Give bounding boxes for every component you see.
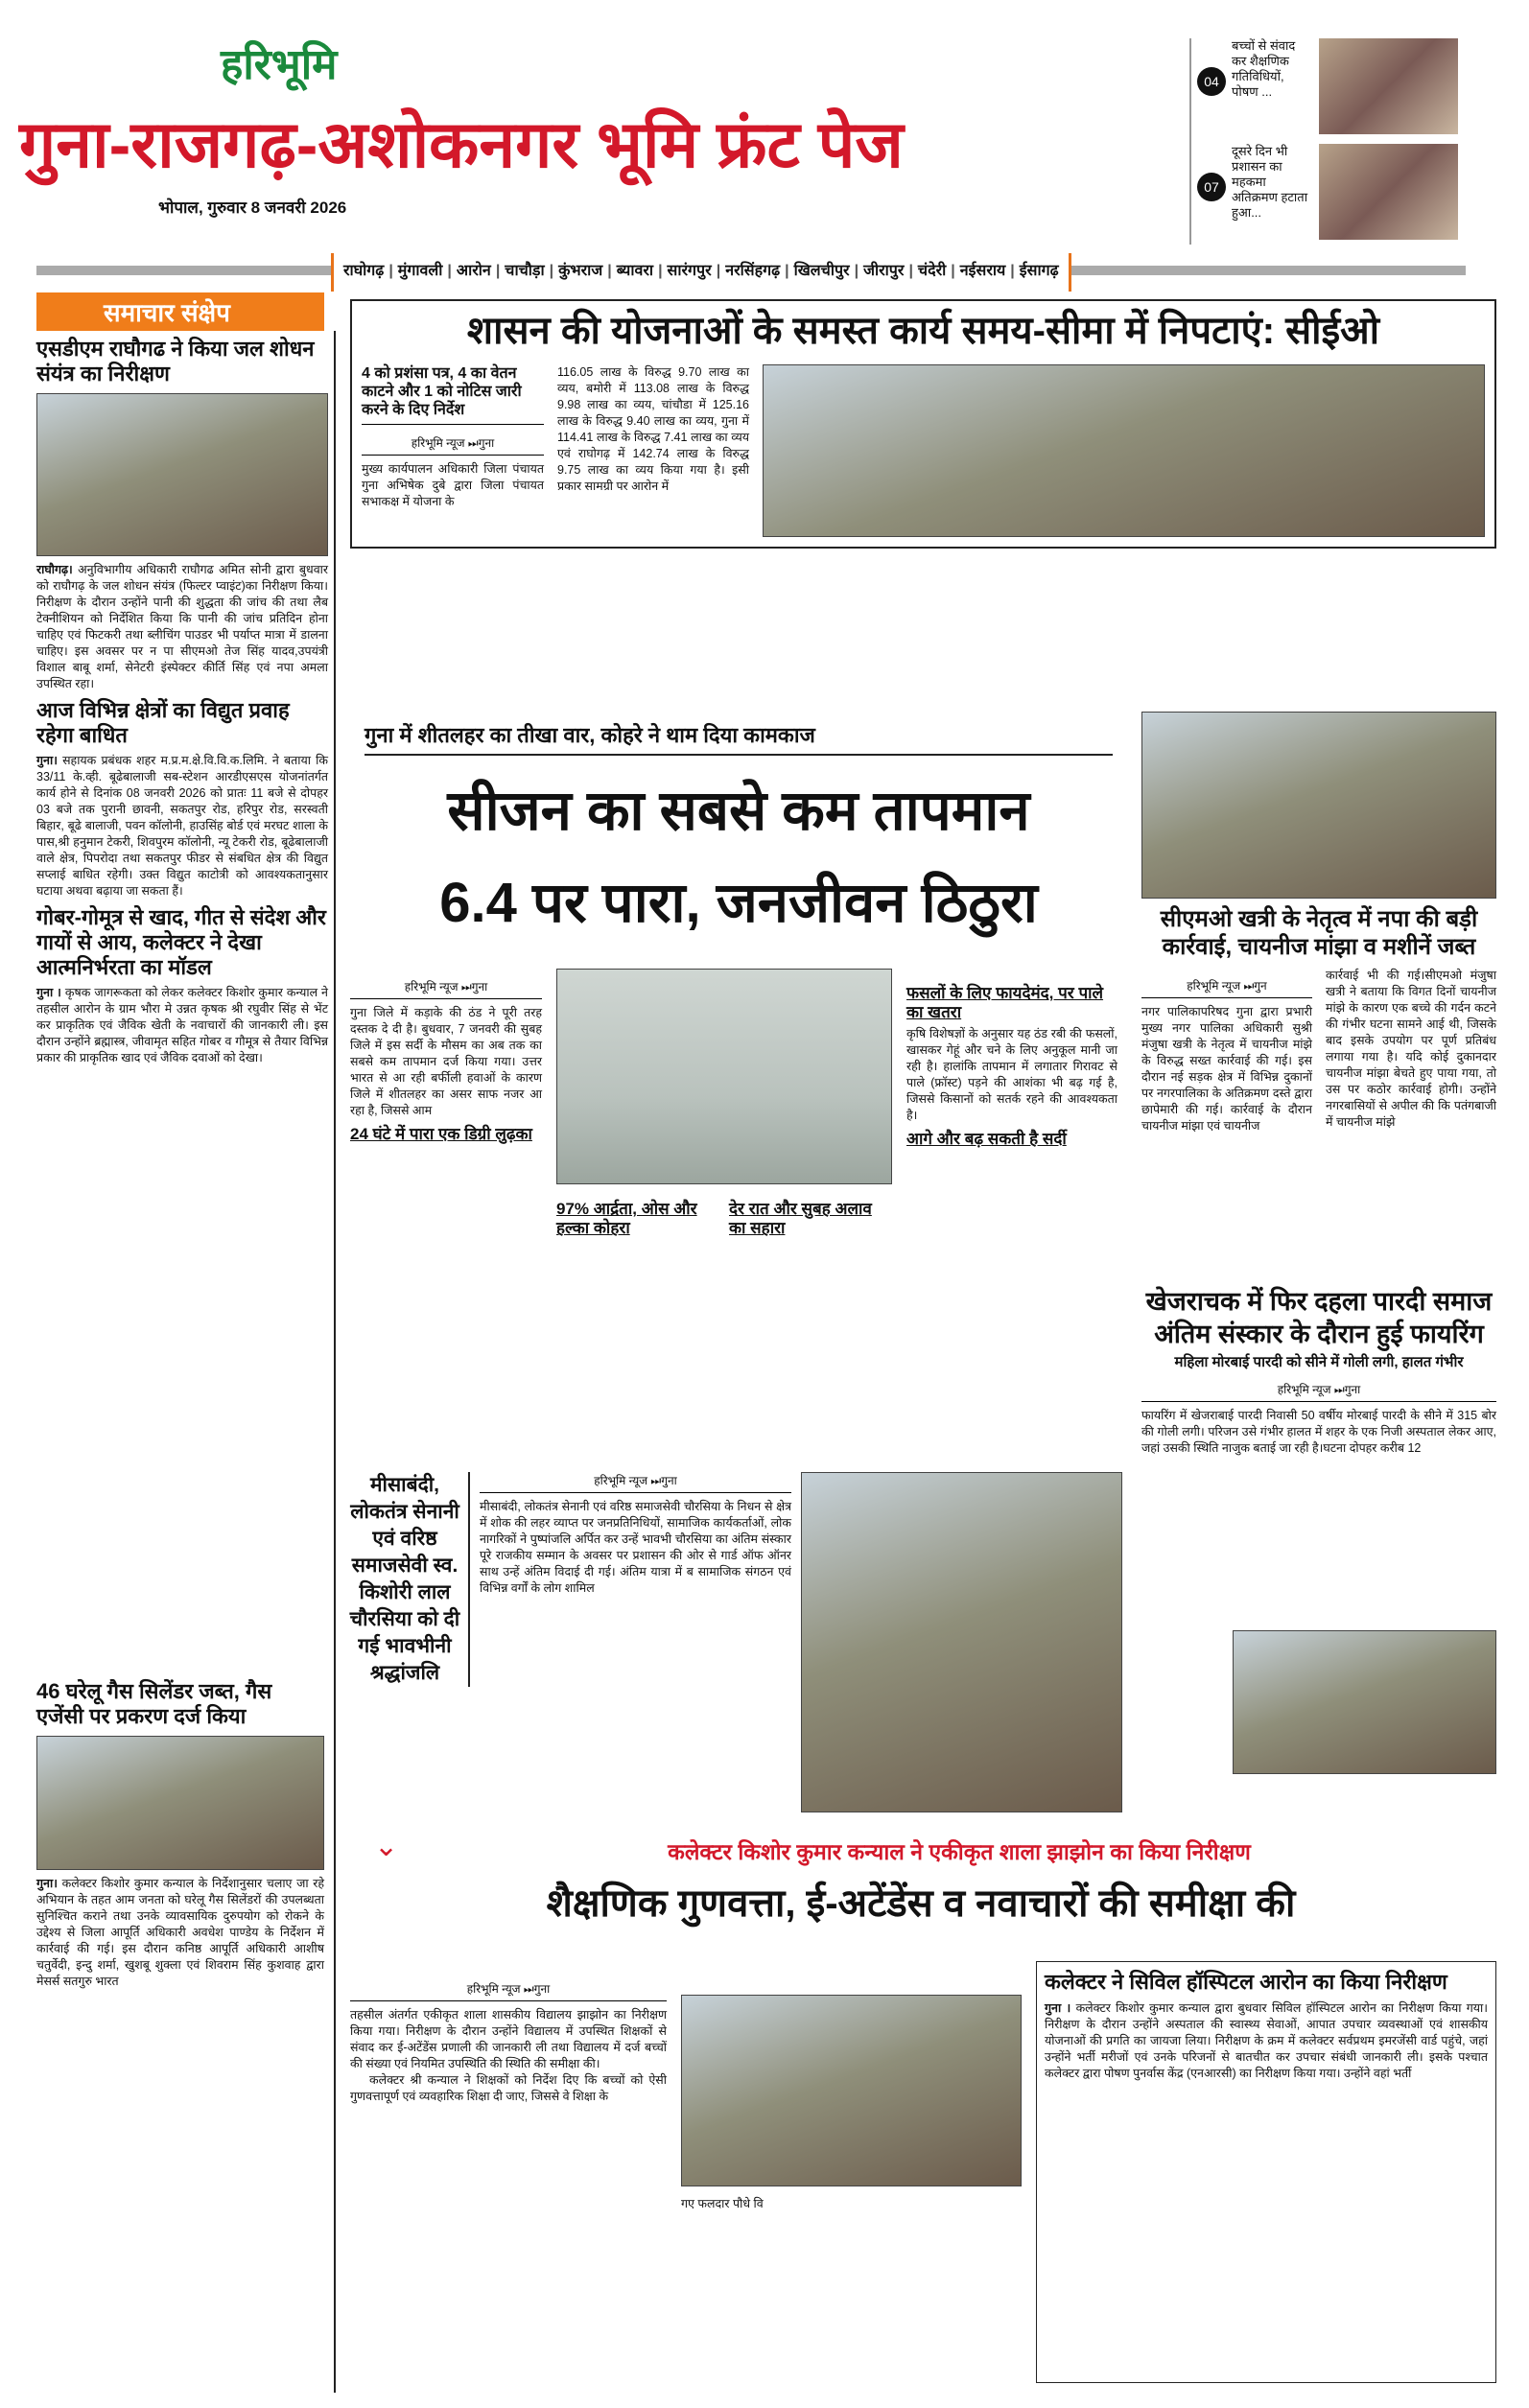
manjha-story	[1141, 906, 1496, 1134]
page-number-badge: 04	[1197, 67, 1226, 96]
teaser-photo	[1319, 144, 1458, 240]
hospital-patient-photo	[1233, 1630, 1496, 1774]
school-visit-photo	[681, 1995, 1022, 2186]
brief-headline: एसडीएम राघौगढ ने किया जल शोधन संयंत्र का निरीक्षण	[36, 337, 315, 386]
brief-body	[36, 753, 328, 900]
location-link[interactable]: | चंदेरी	[904, 263, 946, 279]
brief-text: कलेक्टर किशोर कुमार कन्याल के निर्देशानुसार चलाए जा रहे अभियान के तहत आम जनता को घरेलू गैस सिलेंडरों की उपलब्धता सुनिश्चित कराने तथा उनके व्यावसायिक दुरुपयोग को रोकने के उद्देश्य से जिला आपूर्ति अधिकारी अवधेश पाण्डेय के निर्देशन में कार्रवाई की गई। इस दौरान कनिष्ठ आपूर्ति अधिकारी आशीष चतुर्वेदी, इन्दु शर्मा, खुशबू शुक्ला एवं शिवराम सिंह कुशवाह द्वारा मेसर्स सतगुरु भारत	[36, 1876, 324, 1988]
brief-text: कृषक जागरूकता को लेकर कलेक्टर किशोर कुमार कन्याल ने तहसील आरोन के ग्राम भौरा मे उन्नत कृषक श्री रघुवीर सिंह से भेंट कर प्राकृतिक एवं जैविक खेती के नवाचारों की जानकारी ली। इस दौरान उन्होंने ब्रह्मास्त्र, जीवामृत सहित गोबर व गौमूत्र से तैयार विभिन्न प्रकार की प्राकृतिक खाद एवं जैविक दवाओं को देखा।	[36, 985, 328, 1064]
byline: हरिभूमि न्यूज ⏭गुना	[362, 431, 544, 456]
manjha-seizure-photo	[1141, 712, 1496, 899]
brief-body	[36, 985, 328, 1066]
coldwave-col-2	[556, 1194, 715, 1242]
brief-body	[36, 1876, 324, 1990]
funeral-photos	[801, 1472, 1122, 1812]
lead-subhead: 4 को प्रशंसा पत्र, 4 का वेतन काटने और 1 को नोटिस जारी करने के दिए निर्देश	[362, 364, 544, 425]
manjha-headline: सीएमओ खत्री के नेतृत्व में नपा की बड़ी कार्रवाई, चायनीज मांझा व मशीनें जब्त	[1160, 906, 1478, 960]
byline: हरिभूमि न्यूज ⏭गुना	[1141, 1377, 1496, 1402]
section-tab-news-brief: समाचार संक्षेप	[36, 292, 324, 331]
brief-headline: आज विभिन्न क्षेत्रों का विद्युत प्रवाह रहेगा बाधित	[36, 697, 290, 748]
school-text: कलेक्टर श्री कन्याल ने शिक्षकों को निर्देश दिए कि बच्चों को ऐसी गुणवत्तापूर्ण एवं व्यवहारिक शिक्षा दी जाए, जिससे वे शिक्षा के	[350, 2073, 667, 2103]
dateline: राघौगढ़।	[36, 562, 73, 576]
tribute-headline: मीसाबंदी, लोकतंत्र सेनानी एवं वरिष्ठ समाजसेवी स्व. किशोरी लाल चौरसिया को दी गई भावभीनी श्रद्धांजलि	[347, 1472, 470, 1687]
coldwave-col-4	[906, 978, 1117, 1152]
newspaper-logo: हरिभूमि	[221, 41, 338, 88]
coldwave-col-1	[350, 969, 542, 1147]
manjha-text: नगर पालिकापरिषद गुना द्वारा प्रभारी मुख्य नगर पालिका अधिकारी सुश्री मंजुषा खत्री के नेतृत्व में चायनीज मांझे के विरुद्ध सख्त कार्रवाई की गई। इस दौरान नई सड़क क्षेत्र में विभिन्न दुकानों पर नगरपालिका के अतिक्रमण दस्ते द्वारा छापेमारी की गई। कार्रवाई के दौरान चायनीज मांझा एवं चायनीज	[1141, 1004, 1312, 1133]
tribute-text: मीसाबंदी, लोकतंत्र सेनानी एवं वरिष्ठ समाजसेवी चौरसिया के निधन से क्षेत्र में शोक की लहर व्याप्त पर जनप्रतिनिधियों, सामाजिक कार्यकर्ताओं, लोक नागरिकों ने पुष्पांजलि अर्पित कर उन्हें भावभी चौरसिया का अंतिम संस्कार पूरे राजकीय सम्मान के अवसर पर प्रशासन की ओर से गार्ड ऑफ ऑनर साथ उन्हें अंतिम विदाई दी गई। अंतिम यात्रा में ब सामाजिक संगठन एवं विभिन्न वर्गों के लोग शामिल	[480, 1500, 791, 1595]
coldwave-kicker: गुना में शीतलहर का तीखा वार, कोहरे ने थाम दिया कामकाज	[365, 721, 1113, 756]
page-number-badge: 07	[1197, 173, 1226, 201]
location-link[interactable]: | नरसिंहगढ़	[712, 263, 780, 279]
brief-headline: 46 घरेलू गैस सिलेंडर जब्त, गैस एजेंसी पर प्रकरण दर्ज किया	[36, 1679, 272, 1729]
dateline: गुना ।	[1045, 2001, 1071, 2016]
location-link[interactable]: | जीरापुर	[850, 263, 905, 279]
location-link[interactable]: | नईसराय	[946, 263, 1005, 279]
hospital-story	[1036, 1961, 1496, 2383]
fog-road-photo	[556, 969, 892, 1184]
school-subhead: कलेक्टर किशोर कुमार कन्याल ने एकीकृत शाला झाझोन का किया निरीक्षण	[668, 1839, 1251, 1864]
school-headline: शैक्षणिक गुणवत्ता, ई-अटेंडेंस व नवाचारों की समीक्षा की	[546, 1882, 1296, 1925]
teaser-divider	[1189, 38, 1191, 245]
coldwave-col-3	[729, 1194, 892, 1242]
brief-body	[36, 562, 328, 692]
dateline: गुना।	[36, 1876, 58, 1890]
section-heading: फसलों के लिए फायदेमंद, पर पाले का खतरा	[906, 984, 1104, 1022]
firing-headline: खेजराचक में फिर दहला पारदी समाज अंतिम संस्कार के दौरान हुई फायरिंग	[1145, 1287, 1493, 1348]
school-text: तहसील अंतर्गत एकीकृत शाला शासकीय विद्यालय झाझोन का निरीक्षण किया गया। निरीक्षण के दौरान उन्होंने विद्यालय में उपस्थित शिक्षकों से संवाद कर ई-अटेंडेंस प्रणाली की जानकारी ली तथा विद्यालय में दर्ज बच्चों की संख्या एवं नियमित उपस्थिति की स्थिति की समीक्षा की।	[350, 2008, 667, 2070]
brief-text: सहायक प्रबंधक शहर म.प्र.म.क्षे.वि.वि.क.लिमि. ने बताया कि 33/11 के.व्ही. बूढेबालाजी सब-स्टेशन आरडीएसएस योजनांतर्गत कार्य होने से दिनांक 08 जनवरी 2026 को प्रातः 11 बजे से दोपहर 03 बजे तक पुरानी छावनी, सकतपुर रोड, हरिपुर रोड, सरस्वती बिहार, बूढे बालाजी, पवन कॉलोनी, हाउसिंह बोर्ड एवं मरघट शाला के पास,श्री हनुमान टेकरी, शिवपुरम कॉलोनी, न्यू टेकरी रोड, बूढेबालाजी वाले क्षेत्र, पिपरोदा तथा सकतपुर फीडर से संबधित क्षेत्र की विद्युत सप्लाई बाधित रहेगी। उक्त विद्युत काटोत्री को आवश्यकतानुसार घटाया अथवा बढ़ाया जा सकता हैं।	[36, 753, 328, 898]
byline: हरिभूमि न्यूज ⏭गुना	[350, 974, 542, 999]
location-link[interactable]: | ईसागढ़	[1005, 263, 1058, 279]
section-heading: देर रात और सुबह अलाव का सहारा	[729, 1200, 872, 1238]
teaser-text: बच्चों से संवाद कर शैक्षणिक गतिविधियों, पोषण ...	[1232, 38, 1296, 99]
lead-body: 116.05 लाख के विरुद्ध 9.70 लाख का व्यय, बमोरी में 113.08 लाख के विरुद्ध 9.98 लाख का व्यय, चांचौडा में 125.16 लाख के विरुद्ध 9.40 लाख का व्यय, गुना में 114.41 लाख के विरुद्ध 7.41 लाख का व्यय एवं राघोगढ़ में 142.74 लाख के विरुद्ध 9.75 लाख का व्यय किया गया है। इसी प्रकार सामग्री पर आरोन में	[557, 365, 749, 493]
byline: हरिभूमि न्यूज ⏭गुना	[350, 1976, 667, 2001]
coldwave-headline: सीजन का सबसे कम तापमान	[447, 780, 1030, 842]
lead-story	[350, 299, 1496, 549]
location-link[interactable]: राघोगढ़	[343, 263, 385, 279]
teaser-item[interactable]	[1197, 38, 1514, 139]
location-link[interactable]: | कुंभराज	[545, 263, 603, 279]
teaser-text: दूसरे दिन भी प्रशासन का महकमा अतिक्रमण हटाता हुआ...	[1232, 144, 1308, 220]
section-heading: 97% आर्द्रता, ओस और हल्का कोहरा	[556, 1200, 697, 1238]
dateline: गुना ।	[36, 985, 61, 999]
school-text: गए फलदार पौधे वि	[681, 2197, 764, 2210]
coldwave-headlines	[365, 765, 1113, 949]
byline: हरिभूमि न्यूज ⏭गुना	[480, 1468, 791, 1493]
masthead	[19, 38, 1170, 219]
school-col-2	[681, 2196, 882, 2212]
location-link[interactable]: | सारंगपुर	[653, 263, 712, 279]
meeting-photo	[763, 364, 1485, 537]
school-story	[350, 1971, 667, 2105]
crop-text: कृषि विशेषज्ञों के अनुसार यह ठंड रबी की फसलों, खासकर गेहूं और चने के लिए अनुकूल मानी जा रही है। हालांकि तापमान में लगातार गिरावट से पाले (फ्रॉस्ट) पड़ने की आशंका भी बढ़ गई है, जिससे किसानों को सतर्क रहने की आवश्यकता है।	[906, 1026, 1117, 1122]
page-title: गुना-राजगढ़-अशोकनगर भूमि फ्रंट पेज	[19, 108, 904, 181]
location-link[interactable]: | चाचौड़ा	[491, 263, 545, 279]
location-link[interactable]: | आरोन	[442, 263, 490, 279]
teaser-item[interactable]	[1197, 144, 1514, 245]
brief-text: अनुविभागीय अधिकारी राघौगढ अमित सोनी द्वारा बुधवार को राघौगढ़ के जल शोधन संयंत्र (फिल्टर प्वाइंट)का निरीक्षण किया। निरीक्षण के दौरान उन्होंने पानी की शुद्धता की जांच की तथा लैब टेक्नीशियन को निर्देशित किया कि पानी की जांच प्रतिदिन होना चाहिए एवं फिटकरी तथा ब्लीचिंग पाउडर भी पर्याप्त मात्रा में डालना चाहिए। इस अवसर पर न पा सीएमओ तेज सिंह यादव,उपयंत्री विशाल बाबू शर्मा, सेनेटरी इंस्पेक्टर कीर्ति सिंह एवं नपा अमला उपस्थित रहा।	[36, 562, 328, 690]
firing-subhead: महिला मोरबाई पारदी को सीने में गोली लगी, हालत गंभीर	[1174, 1354, 1464, 1370]
coldwave-intro: गुना जिले में कड़ाके की ठंड ने पूरी तरह दस्तक दे दी है। बुधवार, 7 जनवरी की सुबह जिले में इस सर्दी के मौसम का अब तक का सबसे कम तापमान दर्ज किया गया। उत्तर भारत से आ रही बर्फीली हवाओं के कारण जिले में शीतलहर का असर साफ नजर आ रहा है, जिससे आम	[350, 1006, 542, 1117]
location-link[interactable]: | मुंगावली	[384, 263, 442, 279]
brief-headline: गोबर-गोमूत्र से खाद, गीत से संदेश और गायों से आय, कलेक्टर ने देखा आत्मनिर्भरता का मॉडल	[36, 904, 326, 980]
location-link[interactable]: | खिलचीपुर	[780, 263, 850, 279]
lead-body: मुख्य कार्यपालन अधिकारी जिला पंचायत गुना अभिषेक दुबे द्वारा जिला पंचायत सभाकक्ष में योजना के	[362, 461, 544, 508]
lead-headline: शासन की योजनाओं के समस्त कार्य समय-सीमा में निपटाएं: सीईओ	[466, 310, 1380, 352]
coldwave-headline-2: 6.4 पर पारा, जनजीवन ठिठुरा	[439, 872, 1038, 934]
hospital-headline: कलेक्टर ने सिविल हॉस्पिटल आरोन का किया निरीक्षण	[1045, 1970, 1447, 1994]
manjha-text: कार्रवाई भी की गई।सीएमओ मंजुषा खत्री ने बताया कि विगत दिनों चायनीज मांझे के कारण एक बच्चे की गर्दन कटने की गंभीर घटना सामने आई थी, जिसके बाद इसके उपयोग पर पूर्ण प्रतिबंध लगाया गया है। यदि कोई दुकानदार चायनीज मांझा बेचते हुए पाया गया, तो उस पर कठोर कार्रवाई होगी। उन्होंने नगरबासियों से अपील की कि पतंगबाजी में चायनीज मांझे	[1326, 968, 1496, 1129]
firing-story	[1141, 1285, 1496, 1457]
tribute-story	[480, 1462, 791, 1597]
byline: हरिभूमि न्यूज ⏭गुन	[1141, 973, 1312, 998]
dateline: गुना।	[36, 753, 58, 767]
chevron-down-icon: ⌄	[374, 1831, 399, 1862]
firing-text: फायरिंग में खेजराबाई पारदी निवासी 50 वर्षीय मोरबाई पारदी के सीने में 315 बोर की गोली लगी। परिजन उसे गंभीर हालत में शहर के एक निजी अस्पताल लेकर आए, जहां उसकी स्थिति नाजुक बताई जा रही है।घटना दोपहर करीब 12	[1141, 1409, 1496, 1455]
teaser-photo	[1319, 38, 1458, 134]
hospital-text: कलेक्टर किशोर कुमार कन्याल द्वारा बुधवार सिविल हॉस्पिटल आरोन का निरीक्षण किया गया। निरीक्षण के दौरान उन्होंने अस्पताल की स्वास्थ्य सेवाओं, आपात उपचार व्यवस्थाओं एवं शासकीय योजनाओं की प्रगति का जायजा लिया। निरीक्षण के क्रम में कलेक्टर सर्वप्रथम इमरजेंसी वार्ड पहुंचे, जहां उन्होंने भर्ती मरीजों एवं उनके परिजनों से बातचीत कर उपचार संबंधी जानकारी ली। इसके पश्चात कलेक्टर द्वारा पोषण पुनर्वास केंद्र (एनआरसी) का निरीक्षण किया गया। उन्होंने वहां भर्ती	[1045, 2001, 1488, 2081]
news-brief-column	[36, 331, 336, 2393]
edition-date: भोपाल, गुरुवार 8 जनवरी 2026	[158, 199, 347, 217]
gas-cylinder-photo	[36, 1736, 324, 1870]
location-link[interactable]: | ब्यावरा	[602, 263, 653, 279]
section-heading: 24 घंटे में पारा एक डिग्री लुढ़का	[350, 1125, 532, 1143]
section-heading: आगे और बढ़ सकती है सर्दी	[906, 1129, 1067, 1148]
location-bar	[331, 253, 1071, 292]
water-plant-photo	[36, 393, 328, 556]
